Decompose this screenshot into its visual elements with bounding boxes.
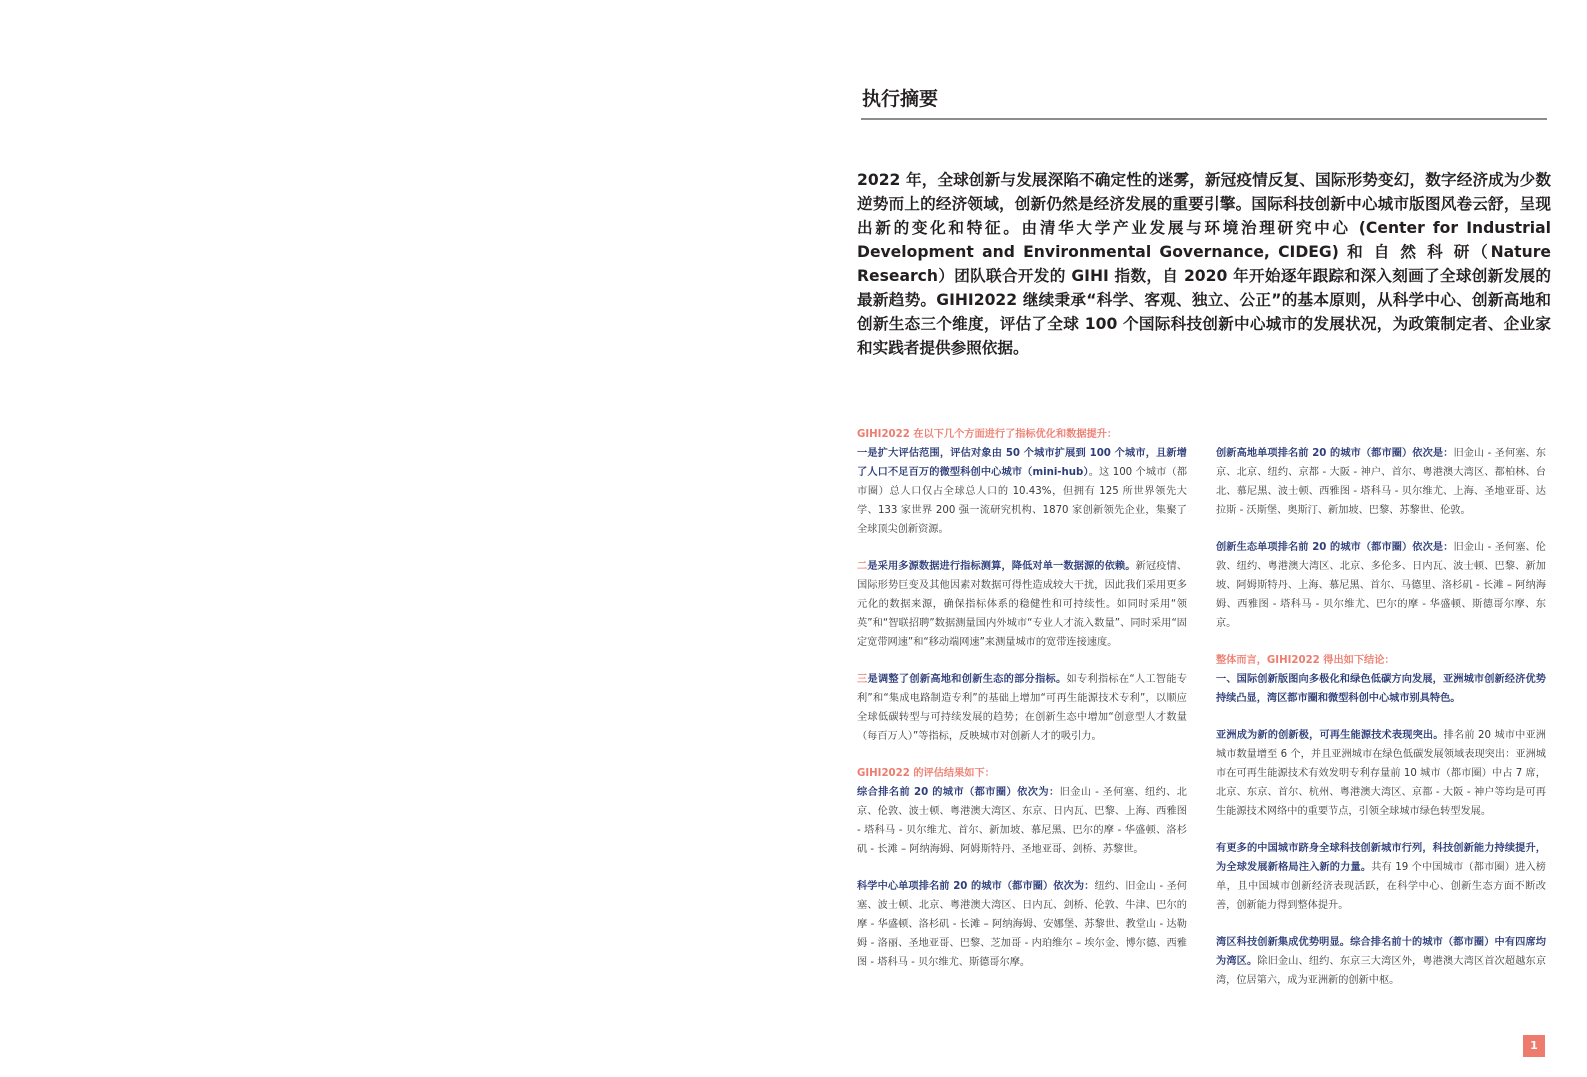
paragraph-innovation-highland-top20: 创新高地单项排名前 20 的城市（都市圈）依次是：旧金山 - 圣何塞、东京、北京、纽约、京都 - 大阪 - 神户、首尔、粤港澳大湾区、都柏林、台北、慕尼黑、波士顿、西雅图 - 塔科马 - 贝尔维尤、上海、圣地亚哥、达拉斯 - 沃斯堡、奥斯汀、新加坡、巴黎、苏黎世、伦敦。 xyxy=(1216,448,1546,516)
intro-paragraph: 2022 年，全球创新与发展深陷不确定性的迷雾，新冠疫情反复、国际形势变幻，数字经济成为少数逆势而上的经济领域，创新仍然是经济发展的重要引擎。国际科技创新中心城市版图风卷云舒，呈现出新的变化和特征。由清华大学产业发展与环境治理研究中心 (Center for Industrial Development and Environmental Governance, CIDEG) 和 自 然 科 研（Nature Research）团队联合开发的 GIHI 指数，自 2020 年开始逐年跟踪和深入刻画了全球创新发展的最新趋势。GIHI2022 继续秉承“科学、客观、独立、公正”的基本原则，从科学中心、创新高地和创新生态三个维度，评估了全球 100 个国际科技创新中心城市的发展状况，为政策制定者、企业家和实践者提供参照依据。 xyxy=(857,171,1551,357)
left-column xyxy=(857,425,1187,972)
section-heading-improvements: GIHI2022 在以下几个方面进行了指标优化和数据提升： xyxy=(857,429,1118,440)
paragraph-second-improvement: 二是采用多源数据进行指标测算，降低对单一数据源的依赖。新冠疫情、国际形势巨变及其他因素对数据可得性造成较大干扰，因此我们采用更多元化的数据来源，确保指标体系的稳健性和可持续性。如同时采用“领英”和“智联招聘”数据测量国内外城市“专业人才流入数量”、同时采用“固定宽带网速”和“移动端网速”来测量城市的宽带连接速度。 xyxy=(857,561,1188,648)
page-number-badge: 1 xyxy=(1523,1035,1545,1057)
section-heading-conclusions: 整体而言，GIHI2022 得出如下结论： xyxy=(1216,655,1395,666)
page-title: 执行摘要 xyxy=(862,88,939,110)
paragraph-bay-areas: 湾区科技创新集成优势明显。综合排名前十的城市（都市圈）中有四席均为湾区。除旧金山、纽约、东京三大湾区外，粤港澳大湾区首次超越东京湾，位居第六，成为亚洲新的创新中枢。 xyxy=(1216,937,1547,986)
right-column xyxy=(1216,444,1546,990)
paragraph-innovation-ecosystem-top20: 创新生态单项排名前 20 的城市（都市圈）依次是：旧金山 - 圣何塞、伦敦、纽约、粤港澳大湾区、北京、多伦多、日内瓦、波士顿、巴黎、新加坡、阿姆斯特丹、上海、慕尼黑、首尔、马德里、洛杉矶 - 长滩 – 阿纳海姆、西雅图 - 塔科马 - 贝尔维尤、巴尔的摩 - 华盛顿、斯德哥尔摩、东京。 xyxy=(1216,542,1546,629)
paragraph-china-cities: 有更多的中国城市跻身全球科技创新城市行列，科技创新能力持续提升，为全球发展新格局注入新的力量。共有 19 个中国城市（都市圈）进入榜单，且中国城市创新经济表现活跃，在科学中心、创新生态方面不断改善，创新能力得到整体提升。 xyxy=(1216,843,1546,911)
title-divider xyxy=(861,118,1547,120)
paragraph-third-improvement: 三是调整了创新高地和创新生态的部分指标。如专利指标在“人工智能专利”和“集成电路制造专利”的基础上增加“可再生能源技术专利”，以顺应全球低碳转型与可持续发展的趋势；在创新生态中增加“创意型人才数量（每百万人）”等指标，反映城市对创新人才的吸引力。 xyxy=(857,674,1188,742)
paragraph-conclusion-one: 一、国际创新版图向多极化和绿色低碳方向发展，亚洲城市创新经济优势持续凸显，湾区都市圈和微型科创中心城市别具特色。 xyxy=(1216,674,1546,704)
paragraph-first-improvement: 一是扩大评估范围，评估对象由 50 个城市扩展到 100 个城市，且新增了人口不足百万的微型科创中心城市（mini-hub）。这 100 个城市（都市圈）总人口仅占全球总人口的 10.43%，但拥有 125 所世界领先大学、133 家世界 200 强一流研究机构、1870 家创新领先企业，集聚了全球顶尖创新资源。 xyxy=(857,448,1188,535)
paragraph-science-center-top20: 科学中心单项排名前 20 的城市（都市圈）依次为：纽约、旧金山 - 圣何塞、波士顿、北京、粤港澳大湾区、日内瓦、剑桥、伦敦、牛津、巴尔的摩 - 华盛顿、洛杉矶 - 长滩 – 阿纳海姆、安娜堡、苏黎世、教堂山 - 达勒姆 - 洛丽、圣地亚哥、巴黎、芝加哥 - 内珀维尔 – 埃尔金、博尔德、西雅图 - 塔科马 - 贝尔维尤、斯德哥尔摩。 xyxy=(857,881,1187,968)
paragraph-overall-top20: 综合排名前 20 的城市（都市圈）依次为：旧金山 - 圣何塞、纽约、北京、伦敦、波士顿、粤港澳大湾区、东京、日内瓦、巴黎、上海、西雅图 - 塔科马 - 贝尔维尤、首尔、新加坡、慕尼黑、巴尔的摩 - 华盛顿、洛杉矶 - 长滩 – 阿纳海姆、阿姆斯特丹、圣地亚哥、剑桥、苏黎世。 xyxy=(857,787,1187,855)
paragraph-asia-innovation: 亚洲成为新的创新极，可再生能源技术表现突出。排名前 20 城市中亚洲城市数量增至 6 个，并且亚洲城市在绿色低碳发展领域表现突出：亚洲城市在可再生能源技术有效发明专利存量前 10 城市（都市圈）中占 7 席，北京、东京、首尔、杭州、粤港澳大湾区、京都 - 大阪 - 神户等均是可再生能源技术网络中的重要节点，引领全球城市绿色转型发展。 xyxy=(1216,730,1546,817)
section-heading-results: GIHI2022 的评估结果如下： xyxy=(857,768,995,779)
